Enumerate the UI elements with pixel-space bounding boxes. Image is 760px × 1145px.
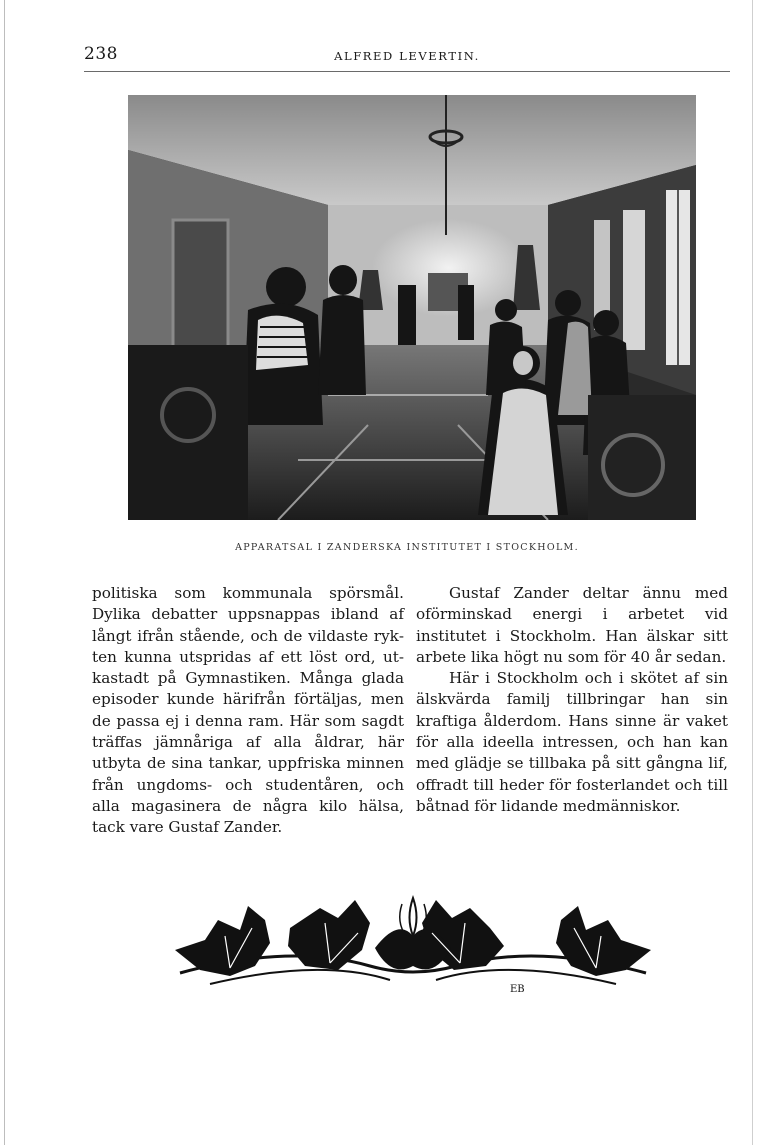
ivy-leaf-vignette	[170, 888, 656, 998]
paragraph: politiska som kommunala spörsmål. Dylika debatter uppsnappas ibland af långt ifrån stående, och de vildaste rykten kunna utspridas af ett löst ord, utkastadt på Gymnastiken. Många glada episoder kunde härifrån förtäljas, men de passa ej i denna ram. Här som sagdt träffas jämnåriga af alla åldrar, här utbyta de sina tankar, uppfriska minnen från ungdoms- och studentåren, och alla magasinera de några kilo hälsa, tack vare Gustaf Zander.	[92, 584, 404, 837]
page-number: 238	[84, 44, 118, 64]
running-title: ALFRED LEVERTIN.	[334, 49, 480, 63]
header-rule	[84, 71, 730, 72]
page-edge	[4, 0, 5, 1145]
page-edge	[752, 0, 753, 1145]
paragraph: Här i Stockholm och i skötet af sin älskvärda familj tillbringar han sin kraftiga ålderdom. Hans sinne är vaket för alla ideella intressen, och han kan med glädje se tillbaka på sitt gångna lif, offradt till heder för fosterlandet och till båtnad för lidande medmänniskor.	[416, 669, 728, 815]
paragraph: Gustaf Zander deltar ännu med oförminskad energi i arbetet vid institutet i Stockholm. Han älskar sitt arbete lika högt nu som för 40 år sedan.	[416, 584, 728, 666]
monogram: EB	[510, 984, 525, 995]
text-column-right	[416, 583, 728, 817]
page-header	[84, 44, 730, 70]
institute-hall-photograph	[128, 95, 696, 520]
text-column-left	[92, 583, 404, 839]
figure-caption: APPARATSAL I ZANDERSKA INSTITUTET I STOCKHOLM.	[235, 542, 579, 553]
